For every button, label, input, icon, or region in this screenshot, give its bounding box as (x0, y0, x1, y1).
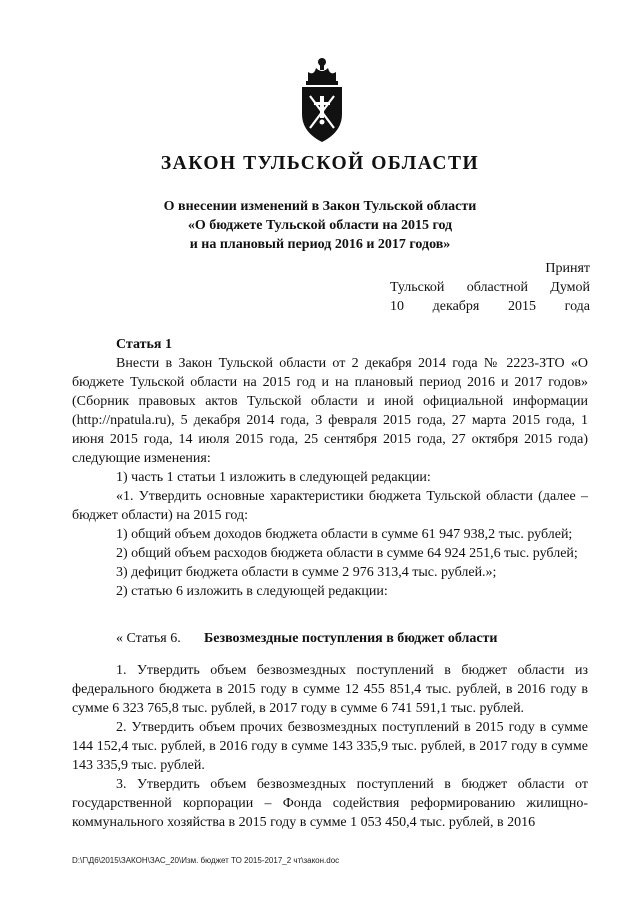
article-heading: Статья 1 (116, 337, 172, 352)
date-year: 2015 (508, 299, 537, 314)
adopted-label: Принят (545, 261, 590, 276)
article-paragraph: «1. Утвердить основные характеристики бюджета Тульской области (далее – бюджет области) на 2015 год: (72, 489, 588, 523)
subtitle-line: «О бюджете Тульской области на 2015 год (187, 218, 453, 233)
adoption-block (390, 259, 590, 316)
article-point: 3. Утвердить объем безвозмездных поступлений в бюджет области от государственной корпорации – Фонда содействия реформированию жилищно-коммунального хозяйства в 2015 году в сумме 1 053 450,4 тыс. рублей, в 2016 (72, 777, 588, 830)
article-1 (72, 335, 588, 601)
law-subtitle (110, 197, 530, 254)
law-title: ЗАКОН ТУЛЬСКОЙ ОБЛАСТИ (160, 153, 480, 174)
article-paragraph: 3) дефицит бюджета области в сумме 2 976 313,4 тыс. рублей.»; (116, 565, 497, 580)
subtitle-line: О внесении изменений в Закон Тульской области (163, 199, 477, 214)
article-6-heading (116, 629, 596, 648)
article-6-number: « Статья 6. (116, 631, 181, 646)
article-paragraph: Внести в Закон Тульской области от 2 декабря 2014 года № 2223-ЗТО «О бюджете Тульской области на 2015 год и на плановый период 2016 и 2017 годов» (Сборник правовых актов Тульской области и иной официальной информации (http://npatula.ru), 5 декабря 2014 года, 3 февраля 2015 года, 27 марта 2015 года, 1 июня 2015 года, 14 июля 2015 года, 25 сентября 2015 года, 27 октября 2015 года) следующие изменения: (72, 356, 588, 466)
date-month: декабря (432, 299, 480, 314)
article-point: 1. Утвердить объем безвозмездных поступлений в бюджет области из федерального бюджета в 2015 году в сумме 12 455 851,4 тыс. рублей, в 2016 году в сумме 6 323 765,8 тыс. рублей, в 2017 году в сумме 6 741 591,1 тыс. рублей. (72, 663, 588, 716)
adopted-word: Думой (550, 280, 590, 295)
article-paragraph: 1) общий объем доходов бюджета области в сумме 61 947 938,2 тыс. рублей; (116, 527, 573, 542)
adopted-word: Тульской (390, 280, 445, 295)
file-path-footer: D:\Г\Д6\2015\ЗАКОН\ЗАС_20\Изм. бюджет ТО 2015-2017_2 чт\закон.doc (72, 856, 340, 865)
tula-coat-of-arms-icon (294, 56, 350, 144)
subtitle-line: и на плановый период 2016 и 2017 годов» (189, 237, 451, 252)
adopted-by-line (390, 278, 590, 297)
adoption-date-line (390, 297, 590, 316)
date-day: 10 (390, 299, 404, 314)
article-paragraph: 1) часть 1 статьи 1 изложить в следующей редакции: (116, 470, 431, 485)
adopted-word: областной (466, 280, 528, 295)
date-word: года (564, 299, 590, 314)
article-point: 2. Утвердить объем прочих безвозмездных поступлений в 2015 году в сумме 144 152,4 тыс. рублей, в 2016 году в сумме 143 335,9 тыс. рублей, в 2017 году в сумме 143 335,9 тыс. рублей. (72, 720, 588, 773)
article-6-points (72, 661, 588, 832)
article-paragraph: 2) общий объем расходов бюджета области в сумме 64 924 251,6 тыс. рублей; (116, 546, 578, 561)
article-6-title: Безвозмездные поступления в бюджет области (204, 631, 498, 646)
article-paragraph: 2) статью 6 изложить в следующей редакции: (116, 584, 388, 599)
